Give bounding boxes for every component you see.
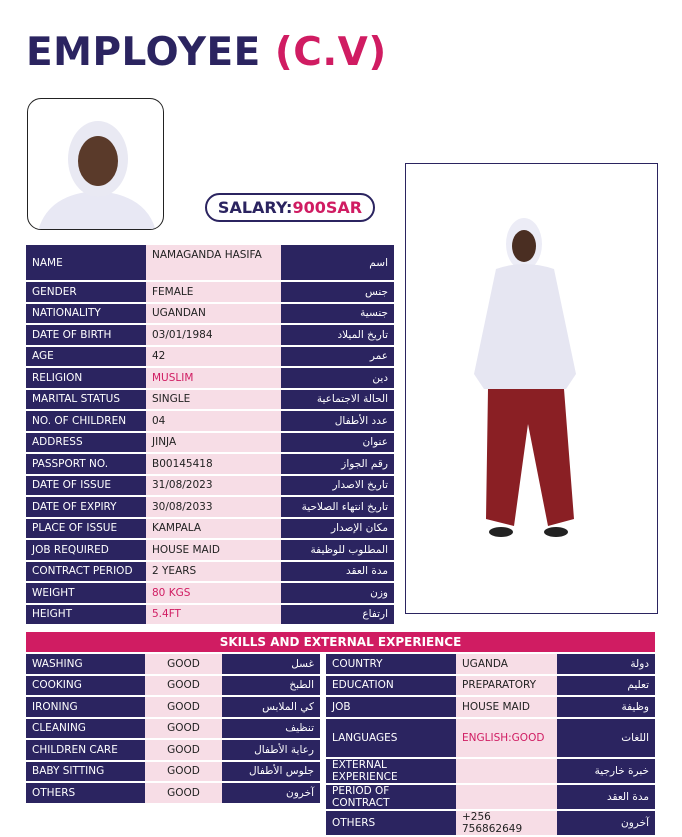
row-arabic: تاريخ انتهاء الصلاحية — [281, 497, 394, 517]
row-label: WEIGHT — [26, 583, 146, 603]
row-arabic: غسل — [222, 654, 320, 674]
salary-badge: SALARY:900SAR — [205, 193, 375, 222]
row-value: 31/08/2023 — [146, 476, 281, 496]
table-row — [26, 433, 394, 453]
row-label: JOB REQUIRED — [26, 540, 146, 560]
table-row — [326, 676, 655, 696]
row-label: OTHERS — [26, 783, 145, 803]
table-row — [26, 654, 320, 674]
row-arabic: مدة العقد — [281, 562, 394, 582]
row-arabic: عدد الأطفال — [281, 411, 394, 431]
row-label: PLACE OF ISSUE — [26, 519, 146, 539]
table-row — [26, 454, 394, 474]
row-label: AGE — [26, 347, 146, 367]
row-value: 5.4FT — [146, 605, 281, 625]
row-label: MARITAL STATUS — [26, 390, 146, 410]
row-label: EXTERNAL EXPERIENCE — [326, 759, 456, 783]
row-label: WASHING — [26, 654, 145, 674]
row-label: NO. OF CHILDREN — [26, 411, 146, 431]
row-arabic: جنس — [281, 282, 394, 302]
table-row — [26, 762, 320, 782]
table-row — [26, 390, 394, 410]
row-arabic: كي الملابس — [222, 697, 320, 717]
skills-table — [26, 652, 320, 805]
row-value — [456, 785, 557, 809]
row-value: 04 — [146, 411, 281, 431]
table-row — [26, 562, 394, 582]
table-row — [326, 759, 655, 783]
table-row — [326, 697, 655, 717]
row-label: NAME — [26, 245, 146, 280]
table-row — [26, 719, 320, 739]
row-arabic: دين — [281, 368, 394, 388]
row-label: IRONING — [26, 697, 145, 717]
table-row — [26, 304, 394, 324]
row-arabic: تعليم — [557, 676, 655, 696]
row-arabic: رقم الجواز — [281, 454, 394, 474]
table-row — [26, 245, 394, 280]
row-value: 30/08/2033 — [146, 497, 281, 517]
row-label: ADDRESS — [26, 433, 146, 453]
row-arabic: عمر — [281, 347, 394, 367]
row-arabic: وزن — [281, 583, 394, 603]
row-arabic: تنظيف — [222, 719, 320, 739]
row-arabic: وظيفة — [557, 697, 655, 717]
table-row — [26, 583, 394, 603]
row-value: KAMPALA — [146, 519, 281, 539]
row-arabic: جلوس الأطفال — [222, 762, 320, 782]
row-value: +256 756862649 — [456, 811, 557, 835]
table-row — [26, 540, 394, 560]
row-value: JINJA — [146, 433, 281, 453]
row-label: LANGUAGES — [326, 719, 456, 757]
row-value: 42 — [146, 347, 281, 367]
row-value: HOUSE MAID — [146, 540, 281, 560]
experience-table — [326, 652, 655, 837]
row-arabic: مدة العقد — [557, 785, 655, 809]
table-row — [26, 676, 320, 696]
row-value: 2 YEARS — [146, 562, 281, 582]
row-arabic: الحالة الاجتماعية — [281, 390, 394, 410]
skills-header: SKILLS AND EXTERNAL EXPERIENCE — [26, 632, 655, 652]
row-value: SINGLE — [146, 390, 281, 410]
table-row — [26, 497, 394, 517]
row-value: MUSLIM — [146, 368, 281, 388]
row-label: OTHERS — [326, 811, 456, 835]
row-arabic: آخرون — [222, 783, 320, 803]
row-label: BABY SITTING — [26, 762, 145, 782]
row-arabic: آخرون — [557, 811, 655, 835]
table-row — [26, 697, 320, 717]
row-label: PERIOD OF CONTRACT — [326, 785, 456, 809]
table-row — [326, 785, 655, 809]
table-row — [26, 347, 394, 367]
row-value: GOOD — [145, 762, 222, 782]
row-label: DATE OF BIRTH — [26, 325, 146, 345]
row-value: ENGLISH:GOOD — [456, 719, 557, 757]
row-label: EDUCATION — [326, 676, 456, 696]
row-label: CLEANING — [26, 719, 145, 739]
table-row — [26, 368, 394, 388]
portrait-photo — [27, 98, 164, 230]
row-label: JOB — [326, 697, 456, 717]
row-value: UGANDA — [456, 654, 557, 674]
row-label: CONTRACT PERIOD — [26, 562, 146, 582]
row-value: GOOD — [145, 697, 222, 717]
row-arabic: ارتفاع — [281, 605, 394, 625]
row-value: GOOD — [145, 740, 222, 760]
row-arabic: تاريخ الاصدار — [281, 476, 394, 496]
full-body-photo — [405, 163, 658, 614]
table-row — [26, 519, 394, 539]
row-value: B00145418 — [146, 454, 281, 474]
table-row — [26, 325, 394, 345]
row-arabic: تاريخ الميلاد — [281, 325, 394, 345]
row-label: CHILDREN CARE — [26, 740, 145, 760]
table-row — [326, 654, 655, 674]
table-row — [26, 740, 320, 760]
row-label: COOKING — [26, 676, 145, 696]
row-arabic: رعاية الأطفال — [222, 740, 320, 760]
row-value: NAMAGANDA HASIFA — [146, 245, 281, 280]
row-arabic: جنسية — [281, 304, 394, 324]
table-row — [326, 719, 655, 757]
row-value: FEMALE — [146, 282, 281, 302]
row-arabic: مكان الإصدار — [281, 519, 394, 539]
row-label: GENDER — [26, 282, 146, 302]
row-arabic: خبرة خارجية — [557, 759, 655, 783]
row-value: GOOD — [145, 676, 222, 696]
table-row — [26, 476, 394, 496]
row-label: DATE OF EXPIRY — [26, 497, 146, 517]
table-row — [26, 411, 394, 431]
row-value: PREPARATORY — [456, 676, 557, 696]
row-arabic: عنوان — [281, 433, 394, 453]
row-arabic: الطبخ — [222, 676, 320, 696]
row-value — [456, 759, 557, 783]
row-value: 80 KGS — [146, 583, 281, 603]
row-arabic: دولة — [557, 654, 655, 674]
row-label: HEIGHT — [26, 605, 146, 625]
page-title: EMPLOYEE (C.V) — [26, 30, 387, 75]
table-row — [326, 811, 655, 835]
row-arabic: المطلوب للوظيفة — [281, 540, 394, 560]
row-label: RELIGION — [26, 368, 146, 388]
row-label: COUNTRY — [326, 654, 456, 674]
row-value: HOUSE MAID — [456, 697, 557, 717]
row-arabic: اسم — [281, 245, 394, 280]
row-value: GOOD — [145, 719, 222, 739]
table-row — [26, 282, 394, 302]
row-label: NATIONALITY — [26, 304, 146, 324]
table-row — [26, 783, 320, 803]
row-value: 03/01/1984 — [146, 325, 281, 345]
row-value: GOOD — [145, 783, 222, 803]
row-value: GOOD — [145, 654, 222, 674]
personal-details-table — [26, 243, 394, 626]
row-value: UGANDAN — [146, 304, 281, 324]
table-row — [26, 605, 394, 625]
row-arabic: اللغات — [557, 719, 655, 757]
row-label: PASSPORT NO. — [26, 454, 146, 474]
row-label: DATE OF ISSUE — [26, 476, 146, 496]
